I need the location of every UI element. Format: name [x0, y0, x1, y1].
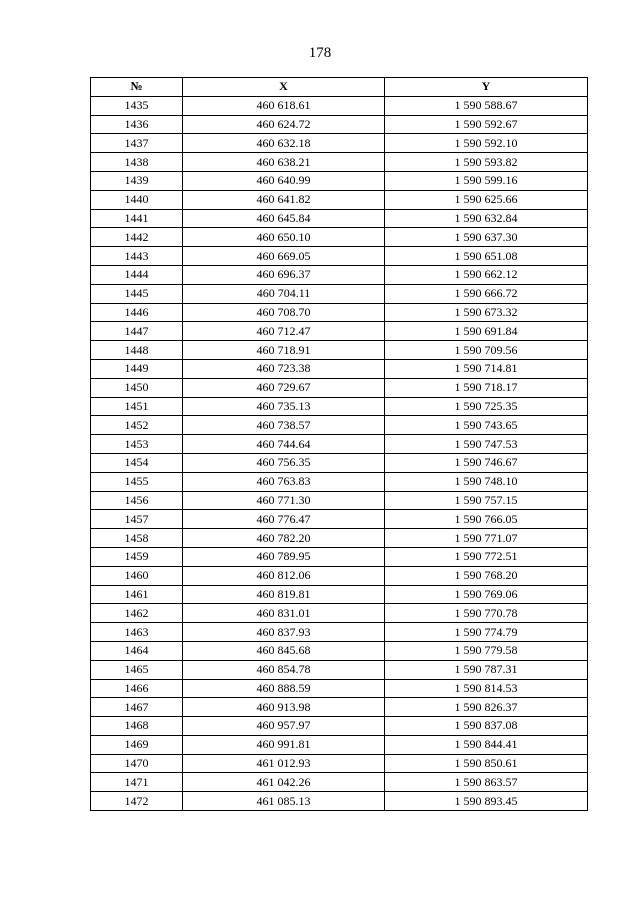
cell-number: 1447: [91, 322, 183, 341]
table-row: [91, 190, 588, 209]
table-row: [91, 115, 588, 134]
cell-x: 460 704.11: [183, 284, 385, 303]
table-row: [91, 322, 588, 341]
cell-x: 460 738.57: [183, 416, 385, 435]
cell-y: 1 590 666.72: [385, 284, 588, 303]
table-row: [91, 792, 588, 811]
cell-y: 1 590 787.31: [385, 660, 588, 679]
cell-y: 1 590 625.66: [385, 190, 588, 209]
cell-x: 460 888.59: [183, 679, 385, 698]
cell-number: 1461: [91, 585, 183, 604]
table-row: [91, 660, 588, 679]
cell-x: 460 782.20: [183, 529, 385, 548]
cell-number: 1446: [91, 303, 183, 322]
cell-number: 1451: [91, 397, 183, 416]
cell-y: 1 590 772.51: [385, 547, 588, 566]
cell-y: 1 590 632.84: [385, 209, 588, 228]
table-row: [91, 378, 588, 397]
cell-y: 1 590 771.07: [385, 529, 588, 548]
table-row: [91, 303, 588, 322]
header-x: X: [183, 78, 385, 97]
cell-x: 460 776.47: [183, 510, 385, 529]
cell-x: 460 696.37: [183, 265, 385, 284]
cell-y: 1 590 779.58: [385, 641, 588, 660]
cell-x: 460 718.91: [183, 341, 385, 360]
cell-x: 460 632.18: [183, 134, 385, 153]
cell-y: 1 590 826.37: [385, 698, 588, 717]
table-row: [91, 435, 588, 454]
cell-number: 1445: [91, 284, 183, 303]
cell-y: 1 590 714.81: [385, 359, 588, 378]
cell-number: 1459: [91, 547, 183, 566]
cell-number: 1455: [91, 472, 183, 491]
cell-y: 1 590 837.08: [385, 717, 588, 736]
table-row: [91, 171, 588, 190]
cell-x: 460 729.67: [183, 378, 385, 397]
cell-x: 460 812.06: [183, 566, 385, 585]
cell-x: 460 723.38: [183, 359, 385, 378]
cell-x: 460 640.99: [183, 171, 385, 190]
cell-number: 1462: [91, 604, 183, 623]
cell-y: 1 590 863.57: [385, 773, 588, 792]
cell-x: 460 712.47: [183, 322, 385, 341]
table-row: [91, 585, 588, 604]
header-number: №: [91, 78, 183, 97]
cell-y: 1 590 599.16: [385, 171, 588, 190]
cell-number: 1439: [91, 171, 183, 190]
cell-number: 1441: [91, 209, 183, 228]
cell-x: 460 789.95: [183, 547, 385, 566]
cell-y: 1 590 725.35: [385, 397, 588, 416]
table-row: [91, 641, 588, 660]
cell-number: 1470: [91, 754, 183, 773]
cell-x: 460 624.72: [183, 115, 385, 134]
cell-number: 1471: [91, 773, 183, 792]
cell-number: 1465: [91, 660, 183, 679]
cell-number: 1457: [91, 510, 183, 529]
cell-x: 460 669.05: [183, 247, 385, 266]
cell-y: 1 590 748.10: [385, 472, 588, 491]
cell-number: 1443: [91, 247, 183, 266]
table-row: [91, 529, 588, 548]
table-row: [91, 735, 588, 754]
header-row: [91, 78, 588, 97]
cell-x: 460 831.01: [183, 604, 385, 623]
cell-number: 1464: [91, 641, 183, 660]
cell-number: 1444: [91, 265, 183, 284]
table-row: [91, 265, 588, 284]
cell-number: 1467: [91, 698, 183, 717]
cell-y: 1 590 593.82: [385, 153, 588, 172]
cell-x: 460 650.10: [183, 228, 385, 247]
cell-y: 1 590 637.30: [385, 228, 588, 247]
cell-x: 460 845.68: [183, 641, 385, 660]
table-row: [91, 491, 588, 510]
cell-number: 1466: [91, 679, 183, 698]
cell-number: 1468: [91, 717, 183, 736]
cell-y: 1 590 814.53: [385, 679, 588, 698]
cell-x: 460 756.35: [183, 453, 385, 472]
cell-y: 1 590 592.67: [385, 115, 588, 134]
cell-y: 1 590 768.20: [385, 566, 588, 585]
table-row: [91, 153, 588, 172]
cell-number: 1463: [91, 623, 183, 642]
cell-number: 1448: [91, 341, 183, 360]
cell-y: 1 590 757.15: [385, 491, 588, 510]
cell-x: 460 618.61: [183, 96, 385, 115]
table-row: [91, 754, 588, 773]
cell-y: 1 590 592.10: [385, 134, 588, 153]
cell-x: 460 854.78: [183, 660, 385, 679]
cell-y: 1 590 746.67: [385, 453, 588, 472]
cell-x: 460 641.82: [183, 190, 385, 209]
cell-x: 460 763.83: [183, 472, 385, 491]
table-row: [91, 134, 588, 153]
cell-x: 460 744.64: [183, 435, 385, 454]
cell-x: 461 012.93: [183, 754, 385, 773]
cell-x: 460 645.84: [183, 209, 385, 228]
cell-y: 1 590 747.53: [385, 435, 588, 454]
cell-y: 1 590 743.65: [385, 416, 588, 435]
cell-x: 460 991.81: [183, 735, 385, 754]
cell-number: 1449: [91, 359, 183, 378]
cell-number: 1454: [91, 453, 183, 472]
table-row: [91, 623, 588, 642]
cell-y: 1 590 850.61: [385, 754, 588, 773]
table-row: [91, 773, 588, 792]
cell-number: 1435: [91, 96, 183, 115]
page-number: 178: [308, 45, 332, 61]
table-row: [91, 96, 588, 115]
table-row: [91, 284, 588, 303]
cell-y: 1 590 651.08: [385, 247, 588, 266]
table-row: [91, 453, 588, 472]
cell-x: 460 771.30: [183, 491, 385, 510]
table-row: [91, 547, 588, 566]
cell-x: 460 913.98: [183, 698, 385, 717]
table-row: [91, 416, 588, 435]
cell-x: 460 957.97: [183, 717, 385, 736]
cell-number: 1456: [91, 491, 183, 510]
table-row: [91, 228, 588, 247]
table-row: [91, 341, 588, 360]
cell-y: 1 590 718.17: [385, 378, 588, 397]
cell-number: 1469: [91, 735, 183, 754]
table-row: [91, 397, 588, 416]
cell-number: 1440: [91, 190, 183, 209]
cell-number: 1472: [91, 792, 183, 811]
table-header: [91, 78, 588, 97]
cell-number: 1453: [91, 435, 183, 454]
cell-x: 460 708.70: [183, 303, 385, 322]
cell-number: 1437: [91, 134, 183, 153]
table-row: [91, 679, 588, 698]
header-y: Y: [385, 78, 588, 97]
cell-number: 1436: [91, 115, 183, 134]
cell-x: 460 735.13: [183, 397, 385, 416]
cell-y: 1 590 691.84: [385, 322, 588, 341]
cell-number: 1442: [91, 228, 183, 247]
cell-x: 460 837.93: [183, 623, 385, 642]
table-body: [91, 96, 588, 810]
cell-y: 1 590 774.79: [385, 623, 588, 642]
cell-x: 461 042.26: [183, 773, 385, 792]
table-row: [91, 698, 588, 717]
table-row: [91, 472, 588, 491]
table-row: [91, 604, 588, 623]
table-row: [91, 209, 588, 228]
cell-y: 1 590 766.05: [385, 510, 588, 529]
cell-x: 460 638.21: [183, 153, 385, 172]
cell-x: 461 085.13: [183, 792, 385, 811]
table-row: [91, 510, 588, 529]
table-row: [91, 566, 588, 585]
table-row: [91, 247, 588, 266]
cell-number: 1460: [91, 566, 183, 585]
cell-y: 1 590 769.06: [385, 585, 588, 604]
cell-number: 1452: [91, 416, 183, 435]
cell-number: 1450: [91, 378, 183, 397]
cell-y: 1 590 770.78: [385, 604, 588, 623]
cell-number: 1438: [91, 153, 183, 172]
cell-x: 460 819.81: [183, 585, 385, 604]
cell-y: 1 590 662.12: [385, 265, 588, 284]
table-row: [91, 717, 588, 736]
table-row: [91, 359, 588, 378]
cell-y: 1 590 893.45: [385, 792, 588, 811]
cell-number: 1458: [91, 529, 183, 548]
coordinates-table: [90, 77, 588, 811]
cell-y: 1 590 673.32: [385, 303, 588, 322]
cell-y: 1 590 588.67: [385, 96, 588, 115]
cell-y: 1 590 844.41: [385, 735, 588, 754]
cell-y: 1 590 709.56: [385, 341, 588, 360]
